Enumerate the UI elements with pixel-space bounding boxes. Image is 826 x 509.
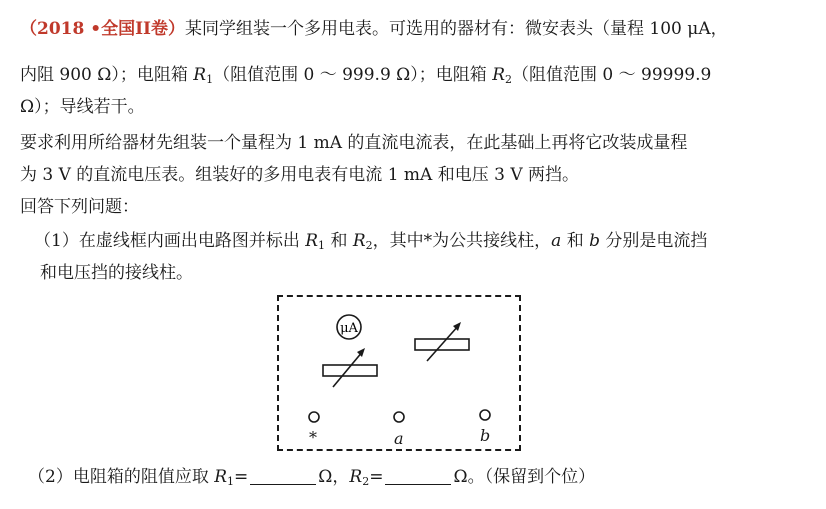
problem-line-2: 内阻 900 Ω）；电阻箱 $R_1$（阻值范围 0 ～ 999.9 Ω）；电阻箱 $R_2$（阻值范围 0 ～ 99999.9	[20, 65, 712, 86]
circuit-drawing-box	[277, 295, 521, 451]
question-1-cont: 和电压挡的接线柱。	[40, 263, 193, 283]
question-2: （2）电阻箱的阻值应取 $R_1= \Omega$，$R_2= \Omega$。（保留到个位）	[28, 467, 596, 488]
problem-line-3: Ω）；导线若干。	[20, 97, 145, 117]
answer-blank-r1[interactable]	[250, 466, 316, 485]
problem-line-1: （2018 •全国II卷）某同学组装一个多用电表。可选用的器材有：微安表头（量程 100 μA，	[20, 19, 728, 39]
question-1: （1）在虚线框内画出电路图并标出 $R_1$ 和 $R_2$，其中*为公共接线柱，a 和 b 分别是电流挡	[34, 231, 708, 252]
terminal-common-label: *	[309, 428, 317, 447]
resistance-box-r2-icon	[415, 322, 469, 361]
problem-line-6: 回答下列问题：	[20, 197, 139, 217]
problem-source: （2018 •全国II卷）	[20, 19, 186, 39]
problem-line-4: 要求利用所给器材先组装一个量程为 1 mA 的直流电流表，在此基础上再将它改装成量程	[20, 133, 688, 153]
terminal-a	[394, 412, 404, 422]
meter-label: μA	[340, 321, 358, 336]
terminal-common	[309, 412, 319, 422]
problem-line-5: 为 3 V 的直流电压表。组装好的多用电表有电流 1 mA 和电压 3 V 两挡。	[20, 165, 580, 185]
terminal-b	[480, 410, 490, 420]
answer-blank-r2[interactable]	[385, 466, 451, 485]
terminal-b-label: b	[480, 426, 491, 445]
terminal-a-label: a	[394, 429, 404, 448]
resistance-box-r1-icon	[323, 348, 377, 387]
microammeter-icon	[337, 315, 361, 339]
